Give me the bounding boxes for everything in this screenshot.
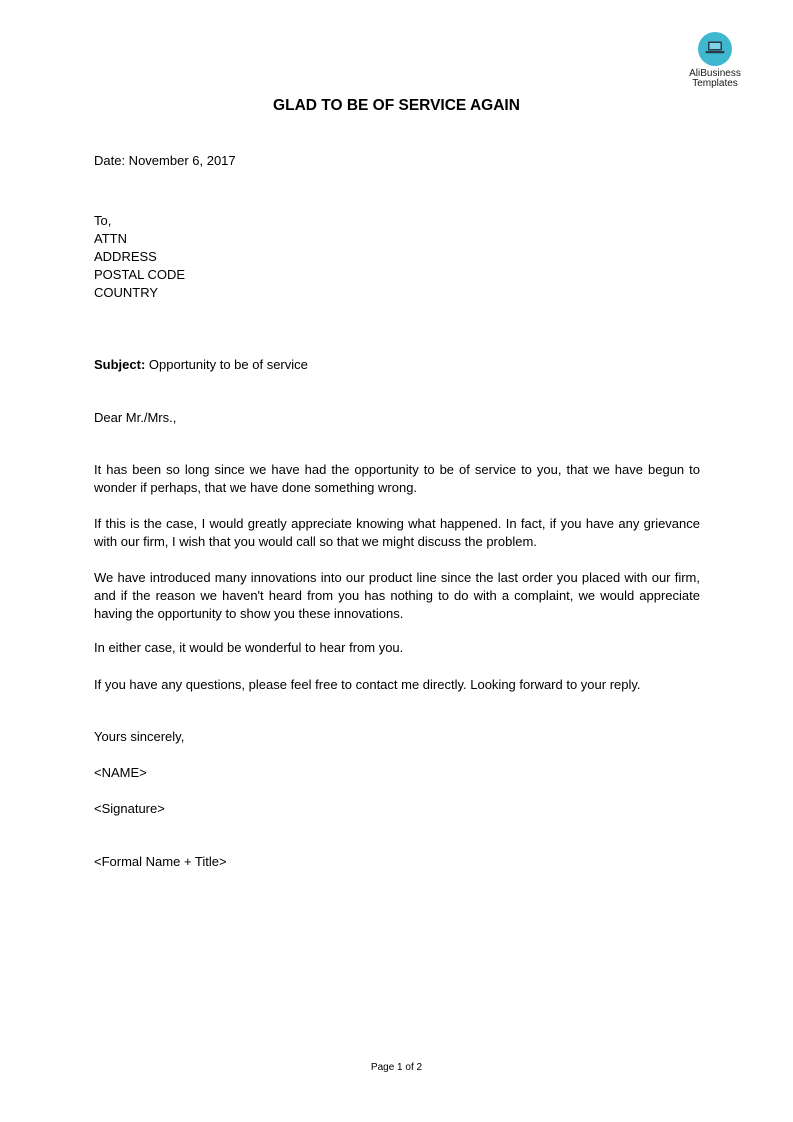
recipient-country: COUNTRY xyxy=(94,285,159,300)
sender-signature: <Signature> xyxy=(94,801,165,816)
laptop-icon xyxy=(705,41,725,54)
recipient-to: To, xyxy=(94,213,112,228)
sender-name: <NAME> xyxy=(94,765,147,780)
logo-text xyxy=(683,69,747,89)
logo-line-1: AliBusiness xyxy=(689,68,741,79)
subject-label: Subject: xyxy=(94,357,146,372)
closing: Yours sincerely, xyxy=(94,729,185,744)
page-number: Page 1 of 2 xyxy=(370,1062,423,1073)
brand-logo xyxy=(683,32,747,89)
subject-line xyxy=(94,356,308,374)
subject-text: Opportunity to be of service xyxy=(145,357,308,372)
sender-formal-name: <Formal Name + Title> xyxy=(94,854,227,869)
body-paragraph-4: In either case, it would be wonderful to hear from you. xyxy=(94,640,404,655)
body-paragraph-1: It has been so long since we have had the opportunity to be of service to you, that we have begun to wonder if perhaps, that we have done something wrong. xyxy=(94,462,700,495)
body-paragraph-5: If you have any questions, please feel free to contact me directly. Looking forward to your reply. xyxy=(94,677,641,692)
salutation: Dear Mr./Mrs., xyxy=(94,410,177,425)
logo-badge xyxy=(698,32,732,66)
body-paragraph-2: If this is the case, I would greatly appreciate knowing what happened. In fact, if you have any grievance with our firm, I wish that you would call so that we might discuss the problem. xyxy=(94,516,700,549)
recipient-address: ADDRESS xyxy=(94,249,157,264)
letter-date: Date: November 6, 2017 xyxy=(94,153,236,168)
recipient-attn: ATTN xyxy=(94,231,127,246)
logo-line-2: Templates xyxy=(692,78,738,89)
body-paragraph-3: We have introduced many innovations into our product line since the last order you placed with our firm, and if the reason we haven't heard from you has nothing to do with a complaint, we would appreciate having the opportunity to show you these innovations. xyxy=(94,570,700,621)
document-title: GLAD TO BE OF SERVICE AGAIN xyxy=(273,97,520,114)
recipient-postal-code: POSTAL CODE xyxy=(94,267,186,282)
